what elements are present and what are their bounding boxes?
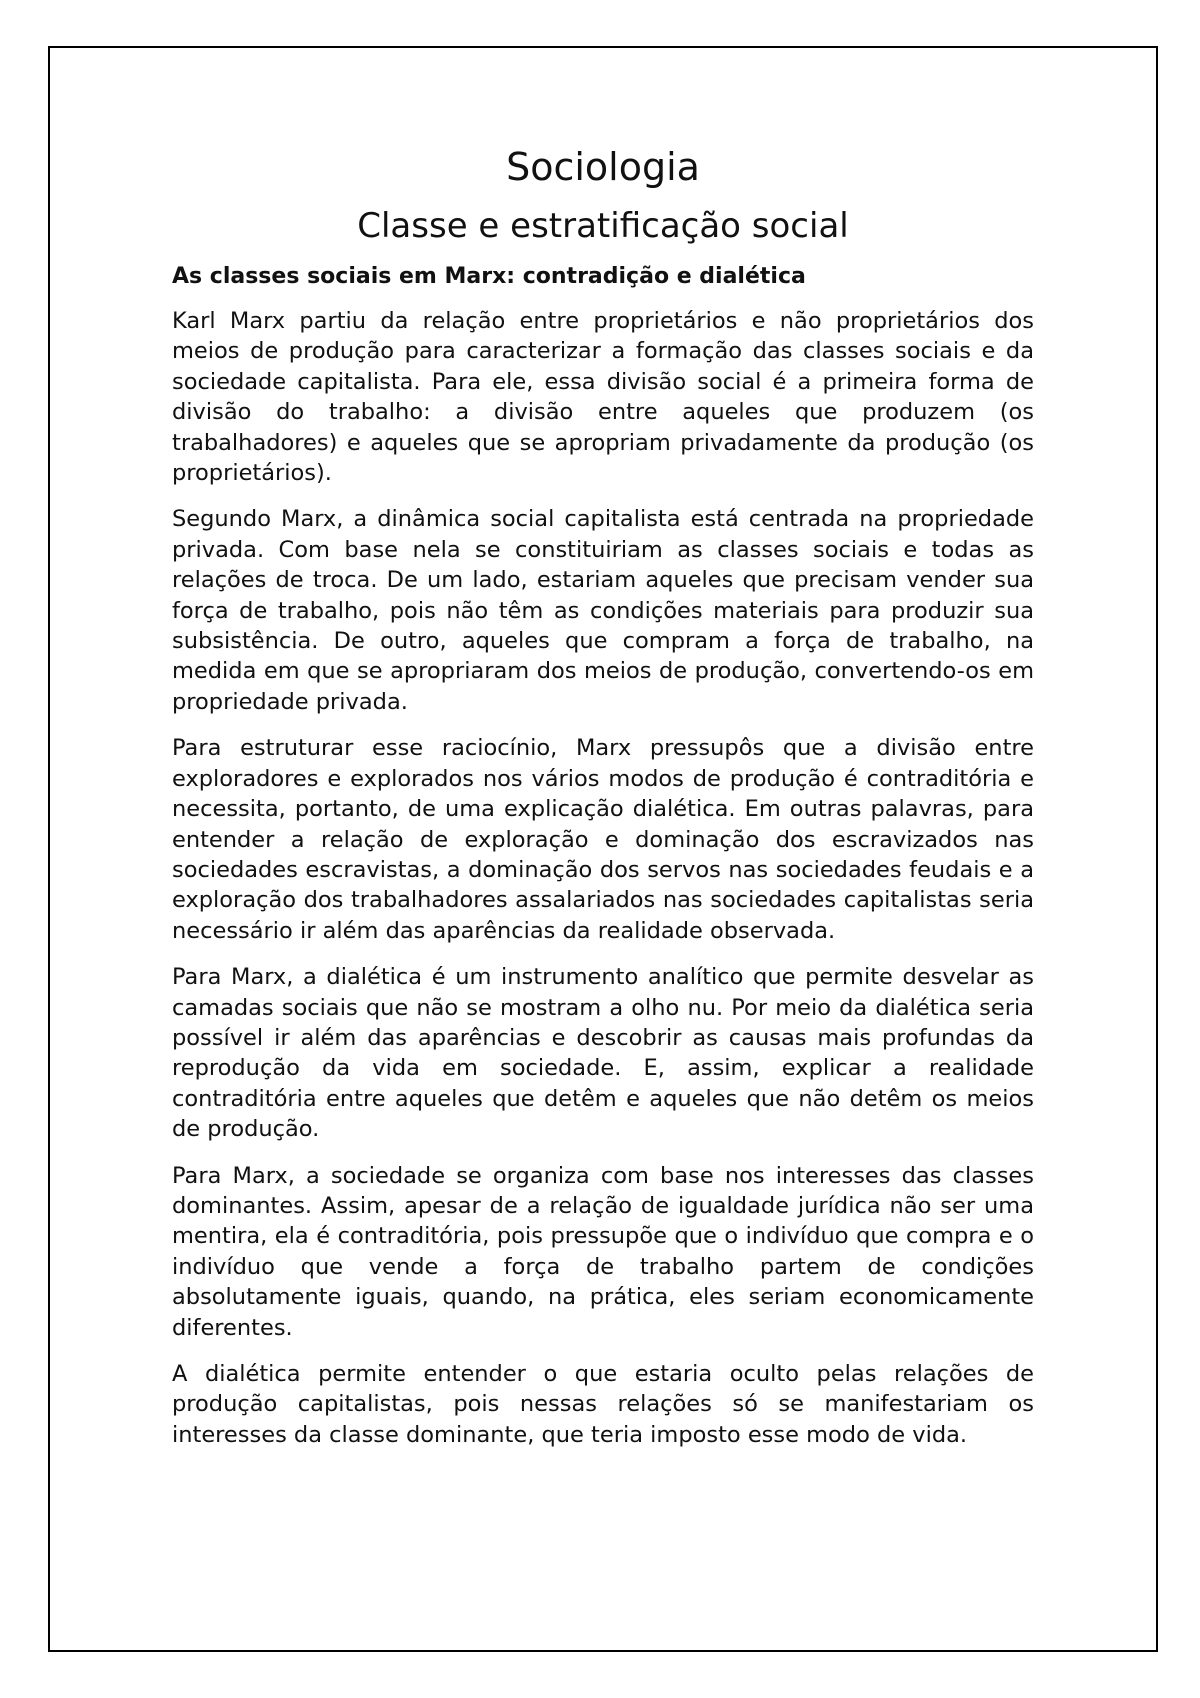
section-heading: As classes sociais em Marx: contradição e dialética <box>172 264 806 289</box>
paragraph: Para Marx, a sociedade se organiza com base nos interesses das classes dominantes. Assim, apesar de a relação de igualdade jurídica não ser uma mentira, ela é contraditória, pois pressupõe que o indivíduo que compra e o indivíduo que vende a força de trabalho partem de condições absolutamente iguais, quando, na prática, eles seriam economicamente diferentes. <box>172 1162 1034 1341</box>
document-body <box>172 138 1034 1466</box>
paragraph: Para estruturar esse raciocínio, Marx pressupôs que a divisão entre exploradores e explorados nos vários modos de produção é contraditória e necessita, portanto, de uma explicação dialética. Em outras palavras, para entender a relação de exploração e dominação dos escravizados nas sociedades escravistas, a dominação dos servos nas sociedades feudais e a exploração dos trabalhadores assalariados nas sociedades capitalistas seria necessário ir além das aparências da realidade observada. <box>172 735 1034 944</box>
document-title: Sociologia <box>506 145 700 189</box>
paragraph: Karl Marx partiu da relação entre proprietários e não proprietários dos meios de produção para caracterizar a formação das classes sociais e da sociedade capitalista. Para ele, essa divisão social é a primeira forma de divisão do trabalho: a divisão entre aqueles que produzem (os trabalhadores) e aqueles que se apropriam privadamente da produção (os proprietários). <box>172 308 1034 487</box>
paragraph: Para Marx, a dialética é um instrumento analítico que permite desvelar as camadas sociais que não se mostram a olho nu. Por meio da dialética seria possível ir além das aparências e descobrir as causas mais profundas da reprodução da vida em sociedade. E, assim, explicar a realidade contraditória entre aqueles que detêm e aqueles que não detêm os meios de produção. <box>172 964 1034 1143</box>
paragraph: A dialética permite entender o que estaria oculto pelas relações de produção capitalistas, pois nessas relações só se manifestariam os interesses da classe dominante, que teria imposto esse modo de vida. <box>172 1361 1034 1448</box>
document-subtitle: Classe e estratificação social <box>357 206 849 246</box>
paragraph: Segundo Marx, a dinâmica social capitalista está centrada na propriedade privada. Com base nela se constituiriam as classes sociais e todas as relações de troca. De um lado, estariam aqueles que precisam vender sua força de trabalho, pois não têm as condições materiais para produzir sua subsistência. De outro, aqueles que compram a força de trabalho, na medida em que se apropriaram dos meios de produção, convertendo-os em propriedade privada. <box>172 506 1034 715</box>
